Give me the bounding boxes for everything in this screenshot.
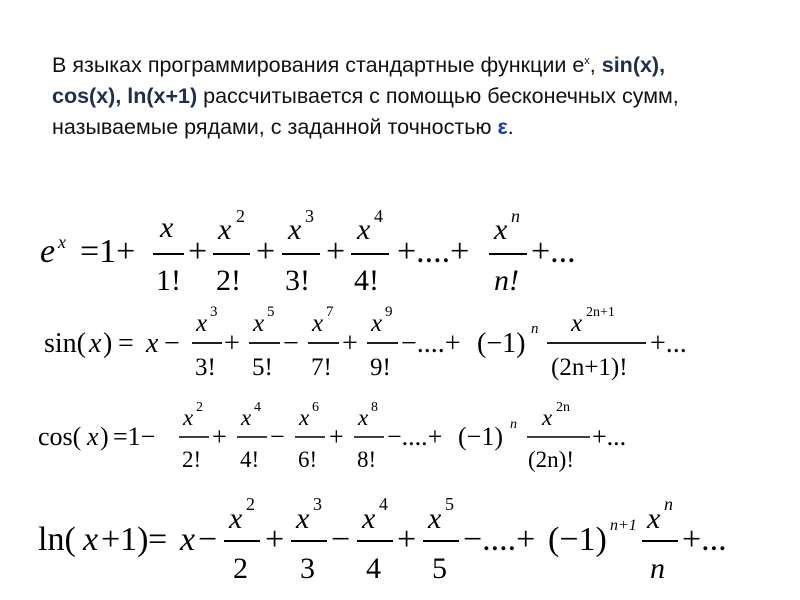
- sin-lhs-x: x: [89, 328, 102, 359]
- exp-tail: +...: [531, 233, 576, 270]
- cos-exp-8: 8: [371, 400, 378, 415]
- ln-tail: +...: [682, 521, 727, 558]
- epsilon-symbol: ε: [497, 115, 508, 139]
- cos-eq-one-minus: =1−: [113, 422, 156, 451]
- ln-den-5: 5: [432, 552, 447, 585]
- cos-num-2: x: [183, 405, 194, 430]
- exp-den-n: n!: [494, 264, 519, 297]
- sin-exp-n: 2n+1: [586, 305, 615, 320]
- ln-num-2: x: [229, 502, 243, 535]
- sin-sign-exp: n: [531, 321, 539, 337]
- exp-num-4: x: [357, 213, 371, 246]
- sin-num-7: x: [312, 310, 324, 337]
- sin-minus-7: −: [283, 328, 299, 359]
- ln-num-5: x: [428, 502, 442, 535]
- exp-plus-3: +: [256, 233, 276, 270]
- intro-cos-ln-label: cos(x), ln(x+1): [52, 84, 198, 108]
- sin-den-7: 7!: [311, 354, 332, 381]
- intro-exp-superscript: x: [584, 55, 590, 67]
- exp-exp-4: 4: [374, 206, 383, 226]
- sin-exp-3: 3: [210, 304, 218, 320]
- ln-den-n: n: [650, 552, 665, 585]
- cos-den-4: 4!: [240, 447, 260, 472]
- sin-exp-9: 9: [385, 304, 393, 320]
- exp-num-n: x: [494, 213, 508, 246]
- sin-dots: −....+: [401, 328, 461, 359]
- sin-den-9: 9!: [370, 354, 391, 381]
- sin-num-5: x: [253, 310, 265, 337]
- sin-plus-5: +: [224, 328, 240, 359]
- ln-den-3: 3: [300, 552, 315, 585]
- exp-den-3: 3!: [285, 264, 310, 297]
- cos-num-6: x: [299, 405, 310, 430]
- ln-exp-n: n: [664, 494, 673, 514]
- ln-exp-5: 5: [445, 494, 454, 514]
- exp-num-1: x: [160, 211, 174, 244]
- exp-den-2: 2!: [216, 264, 241, 297]
- exp-lhs-sup: x: [58, 232, 66, 252]
- ln-sign: (−1): [548, 521, 607, 558]
- cos-lhs: cos(: [38, 422, 82, 451]
- cos-tail: +...: [592, 422, 627, 451]
- ln-plus-3: +: [265, 521, 285, 558]
- exp-exp-n: n: [511, 206, 520, 226]
- sin-tail: +...: [650, 328, 687, 359]
- cos-exp-6: 6: [312, 400, 319, 415]
- ln-eq: =: [148, 521, 168, 558]
- formula-cos: [38, 400, 626, 472]
- sin-minus-1: −: [164, 328, 180, 359]
- exp-plus-2: +: [188, 233, 208, 270]
- intro-sin-label: sin(x),: [601, 53, 666, 77]
- sin-den-n: (2n+1)!: [551, 354, 628, 381]
- sin-eq: =: [118, 328, 134, 359]
- ln-num-n: x: [647, 502, 661, 535]
- sin-x: x: [146, 328, 159, 359]
- exp-num-3: x: [288, 213, 302, 246]
- intro-text-1: В языках программирования стандартные функции e: [52, 53, 585, 77]
- exp-den-1: 1!: [156, 264, 181, 297]
- cos-dots: −....+: [387, 422, 443, 451]
- cos-sign-exp: n: [510, 417, 517, 432]
- sin-lhs-close: ): [103, 328, 113, 359]
- cos-plus-8: +: [329, 422, 344, 451]
- cos-den-6: 6!: [298, 447, 318, 472]
- cos-den-8: 8!: [357, 447, 377, 472]
- sin-num-3: x: [196, 310, 208, 337]
- ln-exp-3: 3: [313, 494, 322, 514]
- ln-sign-exp: n+1: [610, 517, 637, 534]
- intro-comma: ,: [589, 53, 602, 77]
- cos-num-n: x: [542, 405, 553, 430]
- sin-num-9: x: [371, 310, 383, 337]
- cos-lhs-close: ): [100, 422, 109, 451]
- cos-num-4: x: [241, 405, 252, 430]
- cos-den-2: 2!: [182, 447, 202, 472]
- cos-exp-4: 4: [254, 400, 261, 415]
- sin-num-n: x: [571, 310, 583, 337]
- exp-eq-one-plus: =1+: [80, 233, 136, 270]
- sin-lhs: sin(: [44, 328, 86, 359]
- ln-dots: −....+: [463, 521, 536, 558]
- exp-den-4: 4!: [354, 264, 379, 297]
- sin-den-3: 3!: [195, 354, 216, 381]
- cos-sign: (−1): [458, 422, 503, 451]
- ln-num-3: x: [296, 502, 310, 535]
- sin-plus-9: +: [342, 328, 358, 359]
- ln-minus-1: −: [198, 521, 218, 558]
- sin-exp-5: 5: [267, 304, 275, 320]
- intro-period: .: [507, 115, 514, 139]
- exp-exp-3: 3: [305, 206, 314, 226]
- cos-exp-2: 2: [196, 400, 203, 415]
- cos-lhs-x: x: [87, 422, 99, 451]
- formula-sin: [44, 304, 687, 381]
- cos-minus-6: −: [270, 422, 285, 451]
- formula-ln: [38, 494, 727, 585]
- ln-plus-5: +: [397, 521, 417, 558]
- cos-den-n: (2n)!: [528, 447, 574, 472]
- ln-lhs: ln(: [38, 521, 76, 558]
- sin-exp-7: 7: [326, 304, 334, 320]
- exp-lhs: e: [40, 233, 56, 270]
- cos-plus-4: +: [212, 422, 227, 451]
- cos-exp-n: 2n: [556, 400, 570, 415]
- ln-x: x: [180, 521, 196, 558]
- ln-den-4: 4: [366, 552, 381, 585]
- exp-exp-2: 2: [236, 206, 245, 226]
- ln-minus-4: −: [331, 521, 351, 558]
- formula-exp: [40, 206, 576, 297]
- sin-den-5: 5!: [252, 354, 273, 381]
- intro-text-2: рассчитывается с помощью бесконечных сумм, называемые рядами, с заданной точностью: [52, 84, 679, 139]
- exp-dots: +....+: [397, 233, 470, 270]
- ln-lhs-x: x: [83, 521, 99, 558]
- ln-num-4: x: [362, 502, 376, 535]
- exp-plus-4: +: [326, 233, 346, 270]
- ln-exp-4: 4: [379, 494, 388, 514]
- ln-lhs-rest: +1): [101, 521, 149, 558]
- ln-exp-2: 2: [246, 494, 255, 514]
- ln-den-2: 2: [233, 552, 248, 585]
- exp-num-2: x: [218, 213, 232, 246]
- sin-sign: (−1): [477, 328, 526, 359]
- cos-num-8: x: [358, 405, 369, 430]
